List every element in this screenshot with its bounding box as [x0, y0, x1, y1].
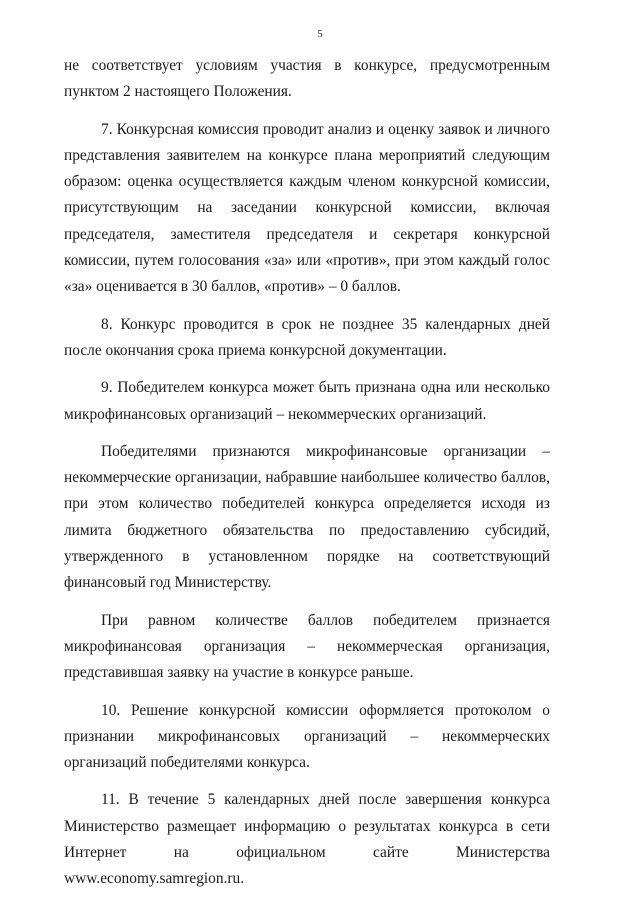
- paragraph-winners: Победителями признаются микрофинансовые организации – некоммерческие организации, набравшие наибольшее количество баллов, при этом количество победителей конкурса определяется исходя из лимита бюджетного обязательства по предоставлению субсидий, утвержденного в установленном порядке на соответствующий финансовый год Министерству.: [64, 442, 550, 592]
- paragraph-9: 9. Победителем конкурса может быть признана одна или несколько микрофинансовых организаций – некоммерческих организаций.: [64, 379, 550, 423]
- paragraph-7: 7. Конкурсная комиссия проводит анализ и оценку заявок и личного представления заявителем на конкурсе плана мероприятий следующим образом: оценка осуществляется каждым членом конкурсной комиссии, присутствующим на заседании конкурсной комиссии, включая председателя, заместителя председателя и секретаря конкурсной комиссии, путем голосования «за» или «против», при этом каждый голос «за» оценивается в 30 баллов, «против» – 0 баллов.: [64, 120, 550, 296]
- document-body: [64, 53, 550, 904]
- paragraph-8: 8. Конкурс проводится в срок не позднее 35 календарных дней после окончания срока приема конкурсной документации.: [64, 315, 550, 359]
- paragraph-10: 10. Решение конкурсной комиссии оформляется протоколом о признании микрофинансовых организаций – некоммерческих организаций победителями конкурса.: [64, 701, 550, 772]
- paragraph-equal-score: При равном количестве баллов победителем признается микрофинансовая организация – некоммерческая организация, представившая заявку на участие в конкурсе раньше.: [64, 611, 550, 682]
- paragraph-continuation: не соответствует условиям участия в конкурсе, предусмотренным пунктом 2 настоящего Положения.: [64, 57, 550, 101]
- paragraph-11: 11. В течение 5 календарных дней после завершения конкурса Министерство размещает информацию о результатах конкурса в сети Интернет на официальном сайте Министерства www.economy.samregion.ru.: [64, 791, 550, 888]
- page-number: 5: [317, 28, 323, 40]
